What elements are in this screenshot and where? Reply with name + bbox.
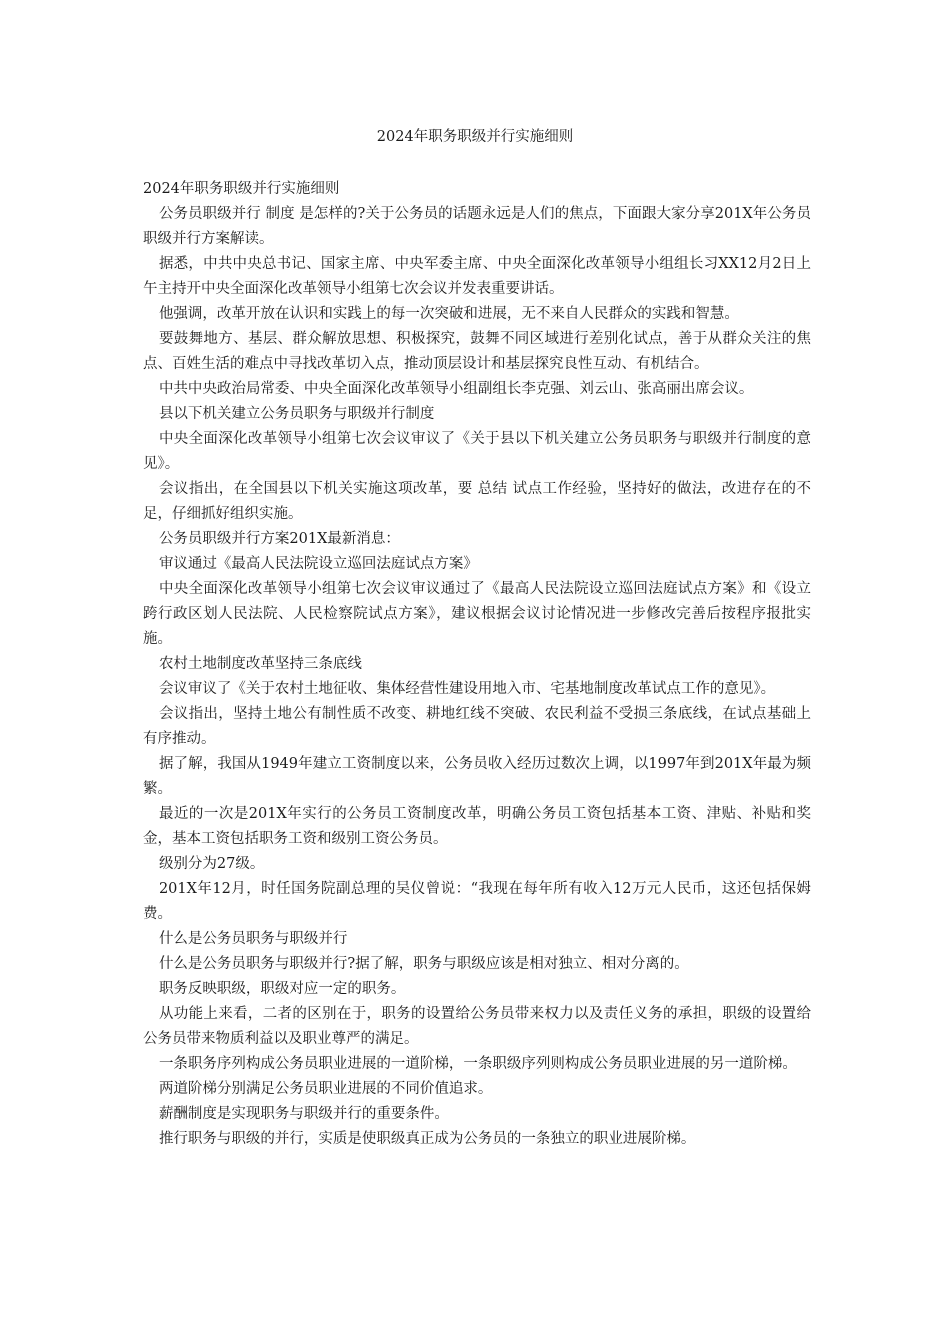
document-title: 2024年职务职级并行实施细则 bbox=[376, 129, 574, 145]
paragraph: 他强调，改革开放在认识和实践上的每一次突破和进展，无不来自人民群众的实践和智慧。 bbox=[158, 306, 739, 322]
paragraph: 中央全面深化改革领导小组第七次会议审议了《关于县以下机关建立公务员职务与职级并行制度的意见》。 bbox=[143, 431, 811, 472]
paragraph: 什么是公务员职务与职级并行?据了解，职务与职级应该是相对独立、相对分离的。 bbox=[158, 956, 689, 972]
paragraph: 推行职务与职级的并行，实质是使职级真正成为公务员的一条独立的职业进展阶梯。 bbox=[158, 1131, 696, 1147]
paragraph: 中央全面深化改革领导小组第七次会议审议通过了《最高人民法院设立巡回法庭试点方案》和《设立跨行政区划人民法院、人民检察院试点方案》，建议根据会议讨论情况进一步修改完善后按程序报批实施。 bbox=[143, 581, 811, 647]
paragraph: 中共中央政治局常委、中央全面深化改革领导小组副组长李克强、刘云山、张高丽出席会议。 bbox=[158, 381, 754, 397]
paragraph: 公务员职级并行 制度 是怎样的?关于公务员的话题永远是人们的焦点，下面跟大家分享201X年公务员职级并行方案解读。 bbox=[143, 206, 811, 247]
paragraph: 公务员职级并行方案201X最新消息： bbox=[158, 531, 400, 547]
paragraph: 要鼓舞地方、基层、群众解放思想、积极探究，鼓舞不同区域进行差别化试点，善于从群众关注的焦点、百姓生活的难点中寻找改革切入点，推动顶层设计和基层探究良性互动、有机结合。 bbox=[143, 331, 811, 372]
paragraph: 201X年12月，时任国务院副总理的吴仪曾说：“我现在每年所有收入12万元人民币，这还包括保姆费。 bbox=[143, 881, 811, 922]
paragraph: 一条职务序列构成公务员职业进展的一道阶梯，一条职级序列则构成公务员职业进展的另一道阶梯。 bbox=[158, 1056, 797, 1072]
paragraph: 据了解，我国从1949年建立工资制度以来，公务员收入经历过数次上调，以1997年到201X年最为频繁。 bbox=[143, 756, 811, 797]
paragraph: 据悉，中共中央总书记、国家主席、中央军委主席、中央全面深化改革领导小组组长习XX12月2日上午主持开中央全面深化改革领导小组第七次会议并发表重要讲话。 bbox=[143, 256, 811, 297]
paragraph-heading: 2024年职务职级并行实施细则 bbox=[143, 181, 340, 197]
paragraph: 两道阶梯分别满足公务员职业进展的不同价值追求。 bbox=[158, 1081, 493, 1097]
paragraph-subheading: 审议通过《最高人民法院设立巡回法庭试点方案》 bbox=[158, 556, 478, 572]
paragraph: 薪酬制度是实现职务与职级并行的重要条件。 bbox=[158, 1106, 449, 1122]
paragraph: 会议审议了《关于农村土地征收、集体经营性建设用地入市、宅基地制度改革试点工作的意见》。 bbox=[158, 681, 776, 697]
paragraph: 从功能上来看，二者的区别在于，职务的设置给公务员带来权力以及责任义务的承担，职级的设置给公务员带来物质利益以及职业尊严的满足。 bbox=[143, 1006, 811, 1047]
paragraph: 会议指出，在全国县以下机关实施这项改革，要 总结 试点工作经验，坚持好的做法，改进存在的不足，仔细抓好组织实施。 bbox=[143, 481, 811, 522]
paragraph-subheading: 县以下机关建立公务员职务与职级并行制度 bbox=[158, 406, 435, 422]
paragraph: 最近的一次是201X年实行的公务员工资制度改革，明确公务员工资包括基本工资、津贴、补贴和奖金，基本工资包括职务工资和级别工资公务员。 bbox=[143, 806, 811, 847]
paragraph: 职务反映职级，职级对应一定的职务。 bbox=[158, 981, 406, 997]
document-body bbox=[143, 177, 811, 1152]
paragraph-subheading: 什么是公务员职务与职级并行 bbox=[158, 931, 348, 947]
paragraph: 级别分为27级。 bbox=[158, 856, 265, 872]
paragraph-subheading: 农村土地制度改革坚持三条底线 bbox=[158, 656, 362, 672]
paragraph: 会议指出，坚持土地公有制性质不改变、耕地红线不突破、农民利益不受损三条底线，在试点基础上有序推动。 bbox=[143, 706, 811, 747]
